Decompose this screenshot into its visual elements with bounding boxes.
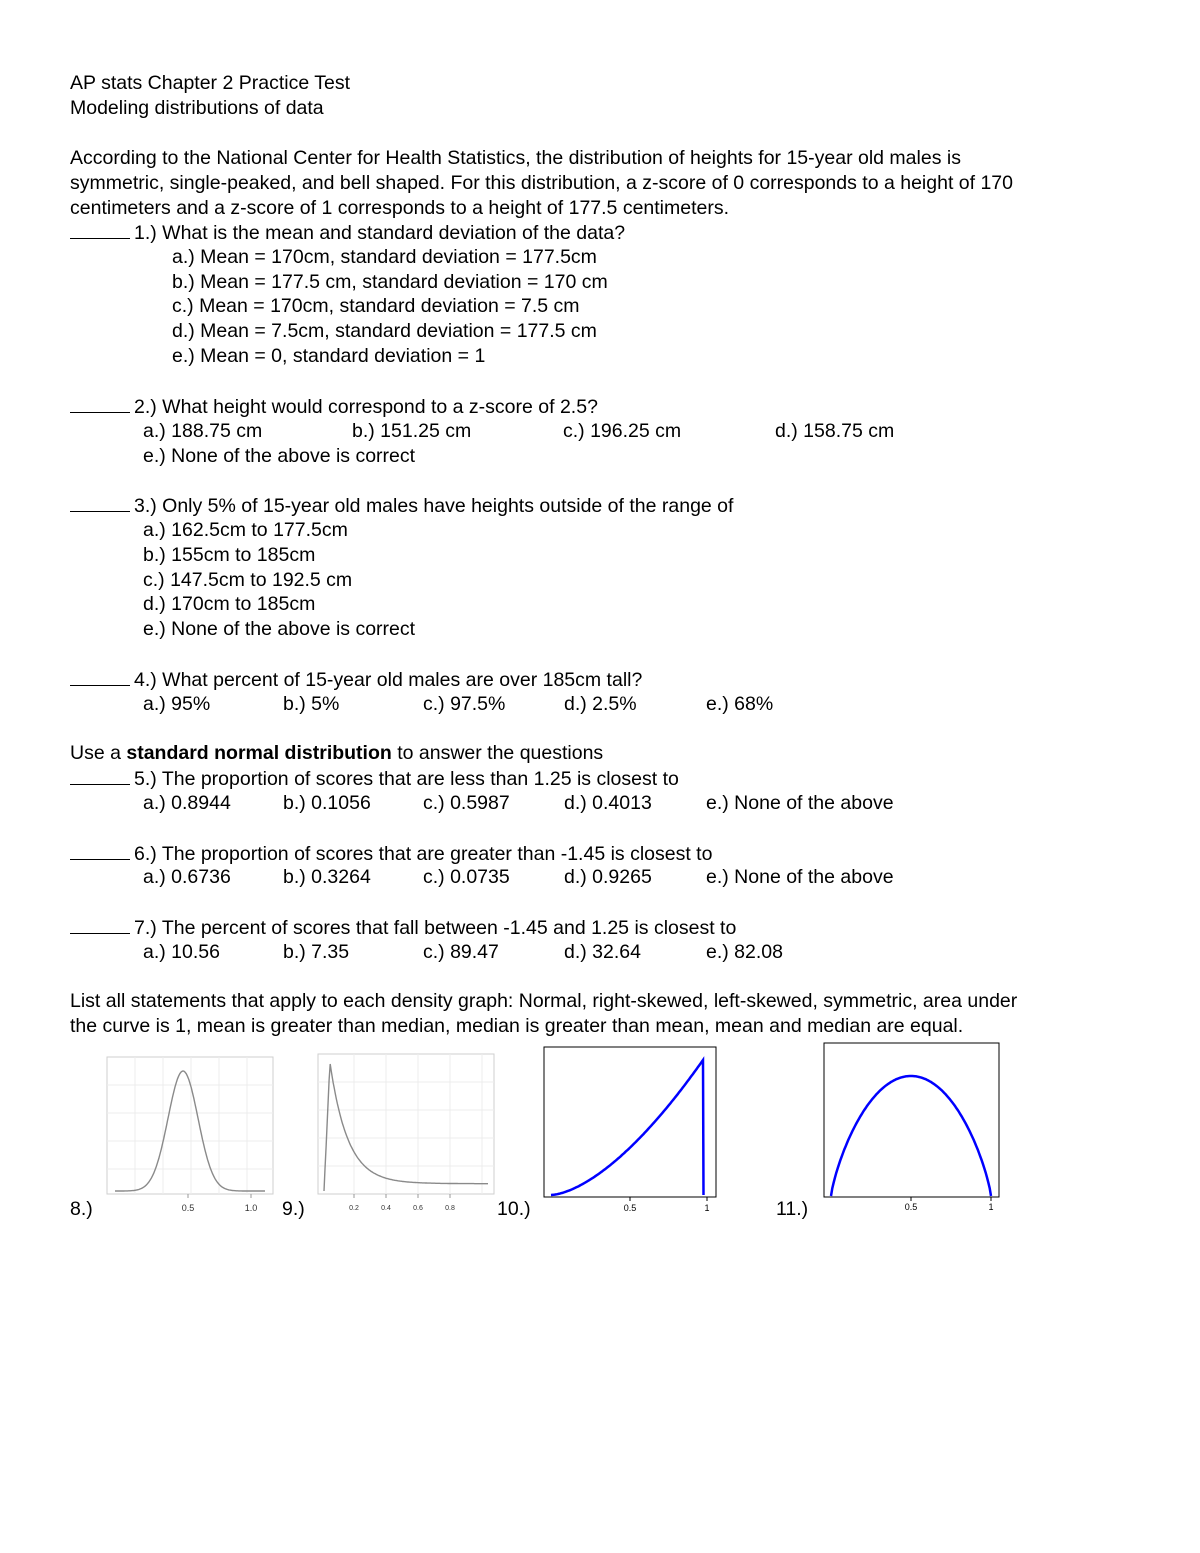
q5-option-b: b.) 0.1056 bbox=[283, 792, 371, 814]
q2-option-e: e.) None of the above is correct bbox=[143, 445, 416, 467]
density-graph-8 bbox=[105, 1055, 275, 1215]
graph-8-tick-label: 1.0 bbox=[244, 1203, 258, 1213]
q6-option-b: b.) 0.3264 bbox=[283, 866, 371, 888]
q3-option-b: b.) 155cm to 185cm bbox=[143, 544, 316, 566]
graph-9-frame bbox=[318, 1054, 494, 1194]
question-5-prompt: 5.) The proportion of scores that are less than 1.25 is closest to bbox=[134, 768, 679, 790]
graph-8-tick-label: 0.5 bbox=[181, 1203, 195, 1213]
answer-blank-1[interactable] bbox=[70, 220, 130, 239]
question-3 bbox=[70, 493, 733, 518]
question-1-prompt: 1.) What is the mean and standard deviation of the data? bbox=[134, 222, 626, 244]
q7-option-b: b.) 7.35 bbox=[283, 941, 350, 963]
answer-blank-4[interactable] bbox=[70, 667, 130, 686]
graph-label-8: 8.) bbox=[70, 1198, 93, 1220]
q6-option-a: a.) 0.6736 bbox=[143, 866, 231, 888]
q1-option-e: e.) Mean = 0, standard deviation = 1 bbox=[172, 345, 486, 367]
section-instructions-suffix: to answer the questions bbox=[391, 742, 604, 764]
graph-11-frame bbox=[824, 1043, 999, 1197]
q7-option-a: a.) 10.56 bbox=[143, 941, 220, 963]
q7-option-d: d.) 32.64 bbox=[564, 941, 641, 963]
graph-9-tick-label: 0.2 bbox=[349, 1205, 359, 1212]
q1-option-a: a.) Mean = 170cm, standard deviation = 177.5cm bbox=[172, 246, 597, 268]
question-7 bbox=[70, 915, 736, 940]
q7-option-c: c.) 89.47 bbox=[423, 941, 499, 963]
q3-option-a: a.) 162.5cm to 177.5cm bbox=[143, 519, 348, 541]
q1-option-c: c.) Mean = 170cm, standard deviation = 7.5 cm bbox=[172, 295, 580, 317]
section-instructions-bold: standard normal distribution bbox=[126, 742, 392, 764]
q5-option-e: e.) None of the above bbox=[706, 792, 894, 814]
graph-11-ticks bbox=[911, 1197, 991, 1201]
graph-11-tick-label: 1 bbox=[988, 1202, 994, 1212]
q5-option-a: a.) 0.8944 bbox=[143, 792, 231, 814]
q1-option-d: d.) Mean = 7.5cm, standard deviation = 177.5 cm bbox=[172, 320, 597, 342]
question-3-prompt: 3.) Only 5% of 15-year old males have heights outside of the range of bbox=[134, 495, 734, 517]
page-title: AP stats Chapter 2 Practice Test bbox=[70, 72, 350, 94]
page-subtitle: Modeling distributions of data bbox=[70, 97, 324, 119]
graph-9-tick-label: 0.6 bbox=[413, 1205, 423, 1212]
answer-blank-6[interactable] bbox=[70, 841, 130, 860]
answer-blank-7[interactable] bbox=[70, 915, 130, 934]
graph-10-tick-label: 1 bbox=[704, 1203, 710, 1213]
q6-option-c: c.) 0.0735 bbox=[423, 866, 510, 888]
q4-option-e: e.) 68% bbox=[706, 693, 774, 715]
intro-line-3: centimeters and a z-score of 1 corresponds to a height of 177.5 centimeters. bbox=[70, 197, 730, 219]
q6-option-d: d.) 0.9265 bbox=[564, 866, 652, 888]
q3-option-e: e.) None of the above is correct bbox=[143, 618, 416, 640]
q4-option-d: d.) 2.5% bbox=[564, 693, 637, 715]
density-graph-9 bbox=[316, 1052, 496, 1212]
q7-option-e: e.) 82.08 bbox=[706, 941, 783, 963]
graph-10-ticks bbox=[630, 1197, 707, 1201]
q2-option-d: d.) 158.75 cm bbox=[775, 420, 895, 442]
intro-line-1: According to the National Center for Health Statistics, the distribution of heights for 15-year old males is bbox=[70, 147, 961, 169]
intro-line-2: symmetric, single-peaked, and bell shaped. For this distribution, a z-score of 0 corresponds to a height of 170 bbox=[70, 172, 1013, 194]
question-2-prompt: 2.) What height would correspond to a z-score of 2.5? bbox=[134, 396, 598, 418]
graph-10-tick-label: 0.5 bbox=[623, 1203, 637, 1213]
question-6 bbox=[70, 841, 712, 866]
answer-blank-2[interactable] bbox=[70, 394, 130, 413]
graph-label-10: 10.) bbox=[497, 1198, 531, 1220]
question-5 bbox=[70, 766, 679, 791]
graph-label-9: 9.) bbox=[282, 1198, 305, 1220]
q4-option-c: c.) 97.5% bbox=[423, 693, 506, 715]
density-instructions-2: the curve is 1, mean is greater than median, median is greater than mean, mean and median are equal. bbox=[70, 1015, 964, 1037]
answer-blank-3[interactable] bbox=[70, 493, 130, 512]
graph-label-11: 11.) bbox=[776, 1198, 809, 1220]
q4-option-b: b.) 5% bbox=[283, 693, 340, 715]
graph-8-frame bbox=[107, 1057, 273, 1194]
density-graph-10 bbox=[543, 1045, 718, 1215]
q2-option-b: b.) 151.25 cm bbox=[352, 420, 472, 442]
q2-option-c: c.) 196.25 cm bbox=[563, 420, 682, 442]
q5-option-c: c.) 0.5987 bbox=[423, 792, 510, 814]
question-7-prompt: 7.) The percent of scores that fall between -1.45 and 1.25 is closest to bbox=[134, 917, 737, 939]
density-instructions-1: List all statements that apply to each density graph: Normal, right-skewed, left-skewed, symmetric, area under bbox=[70, 990, 1018, 1012]
q4-option-a: a.) 95% bbox=[143, 693, 211, 715]
graph-8-ticks bbox=[188, 1194, 251, 1198]
section-instructions-prefix: Use a bbox=[70, 742, 127, 764]
question-1 bbox=[70, 220, 625, 245]
q3-option-c: c.) 147.5cm to 192.5 cm bbox=[143, 569, 353, 591]
graph-11-tick-label: 0.5 bbox=[904, 1202, 918, 1212]
q3-option-d: d.) 170cm to 185cm bbox=[143, 593, 316, 615]
answer-blank-5[interactable] bbox=[70, 766, 130, 785]
density-graph-11 bbox=[823, 1041, 1001, 1213]
q5-option-d: d.) 0.4013 bbox=[564, 792, 652, 814]
question-4-prompt: 4.) What percent of 15-year old males are over 185cm tall? bbox=[134, 669, 643, 691]
graph-10-frame bbox=[544, 1047, 716, 1197]
graph-9-ticks bbox=[354, 1194, 450, 1198]
q2-option-a: a.) 188.75 cm bbox=[143, 420, 263, 442]
question-2 bbox=[70, 394, 598, 419]
graph-9-tick-label: 0.4 bbox=[381, 1205, 391, 1212]
question-4 bbox=[70, 667, 642, 692]
section-instructions bbox=[70, 741, 603, 765]
question-6-prompt: 6.) The proportion of scores that are greater than -1.45 is closest to bbox=[134, 843, 713, 865]
graph-9-tick-label: 0.8 bbox=[445, 1205, 455, 1212]
q1-option-b: b.) Mean = 177.5 cm, standard deviation = 170 cm bbox=[172, 271, 608, 293]
q6-option-e: e.) None of the above bbox=[706, 866, 894, 888]
